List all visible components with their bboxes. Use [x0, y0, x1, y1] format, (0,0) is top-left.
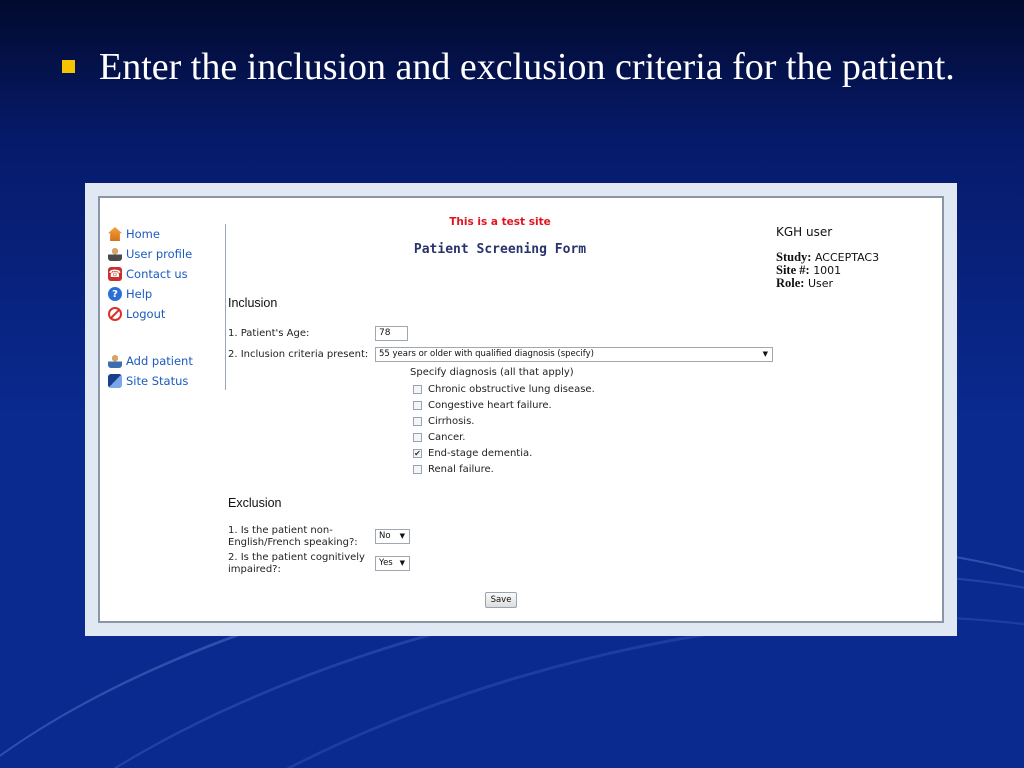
nav-label: Contact us	[126, 267, 188, 281]
criteria-label: 2. Inclusion criteria present:	[228, 349, 369, 360]
diagnosis-option[interactable]	[413, 384, 595, 395]
checkbox[interactable]	[413, 433, 422, 442]
diagnosis-option[interactable]	[413, 416, 474, 427]
inclusion-heading: Inclusion	[228, 296, 278, 310]
diagnosis-option[interactable]	[413, 464, 494, 475]
diagnosis-header: Specify diagnosis (all that apply)	[410, 367, 574, 378]
q1-label: 1. Is the patient non- English/French speaking?:	[228, 525, 358, 548]
home-icon	[108, 227, 122, 241]
exclusion-heading: Exclusion	[228, 496, 282, 510]
checkbox[interactable]	[413, 401, 422, 410]
nav-contact-us[interactable]	[108, 264, 225, 284]
site-status-icon	[108, 374, 122, 388]
dropdown-arrow-icon: ▼	[399, 532, 405, 540]
dropdown-arrow-icon: ▼	[762, 350, 768, 358]
nav-label: Home	[126, 227, 160, 241]
diagnosis-label: Cancer.	[428, 432, 466, 443]
diagnosis-label: Chronic obstructive lung disease.	[428, 384, 595, 395]
nav-add-patient[interactable]	[108, 351, 225, 371]
age-input[interactable]: 78	[375, 326, 408, 341]
diagnosis-option[interactable]	[413, 432, 465, 443]
nav-site-status[interactable]	[108, 371, 225, 391]
role-line: Role: User	[776, 276, 834, 290]
q2-selected: Yes	[379, 558, 393, 568]
study-line: Study: ACCEPTAC3	[776, 250, 880, 264]
user-name: KGH user	[776, 225, 833, 239]
logout-icon	[108, 307, 122, 321]
nav-label: Help	[126, 287, 153, 301]
q1-selected: No	[379, 531, 391, 541]
nav-label: Logout	[126, 307, 166, 321]
q1-select[interactable]	[375, 529, 410, 544]
page-title: Patient Screening Form	[413, 242, 587, 257]
user-info	[776, 226, 879, 290]
screening-app	[98, 196, 944, 623]
age-label: 1. Patient's Age:	[228, 328, 310, 339]
q2-label: 2. Is the patient cognitively impaired?:	[228, 552, 365, 575]
nav-logout[interactable]	[108, 304, 225, 324]
checkbox[interactable]	[413, 465, 422, 474]
nav-help[interactable]	[108, 284, 225, 304]
bullet-text: Enter the inclusion and exclusion criteria for the patient.	[99, 46, 955, 88]
diagnosis-option[interactable]	[413, 448, 532, 459]
study-value: ACCEPTAC3	[814, 251, 880, 264]
role-value: User	[807, 277, 834, 290]
slide-bullet	[62, 40, 962, 94]
criteria-select[interactable]	[375, 347, 773, 362]
nav-label: Add patient	[126, 354, 193, 368]
embedded-screenshot	[85, 183, 957, 636]
criteria-selected: 55 years or older with qualified diagnosis (specify)	[379, 349, 594, 359]
help-icon: ?	[108, 287, 122, 301]
add-patient-icon	[108, 354, 122, 368]
nav-label: Site Status	[126, 374, 189, 388]
contact-icon: ☎	[108, 268, 122, 280]
diagnosis-label: Renal failure.	[428, 464, 494, 475]
diagnosis-label: Congestive heart failure.	[428, 400, 552, 411]
bullet-marker	[62, 60, 75, 73]
checkbox-checked[interactable]: ✔	[414, 449, 421, 458]
q2-select[interactable]	[375, 556, 410, 571]
diagnosis-label: End-stage dementia.	[428, 448, 533, 459]
checkbox[interactable]	[413, 385, 422, 394]
save-button[interactable]: Save	[485, 592, 517, 608]
diagnosis-label: Cirrhosis.	[428, 416, 475, 427]
test-site-notice: This is a test site	[449, 216, 551, 228]
dropdown-arrow-icon: ▼	[399, 559, 405, 567]
checkbox[interactable]	[413, 417, 422, 426]
diagnosis-option[interactable]	[413, 400, 552, 411]
site-value: 1001	[813, 264, 842, 277]
nav-label: User profile	[126, 247, 193, 261]
site-line: Site #: 1001	[776, 263, 842, 277]
